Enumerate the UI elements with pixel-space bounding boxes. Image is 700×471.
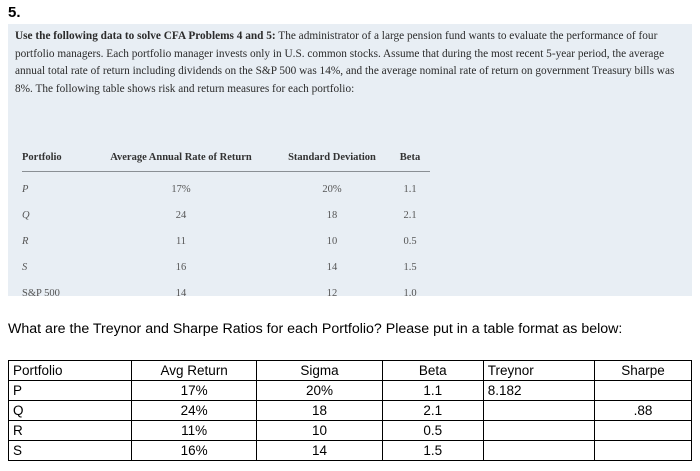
answer-header-portfolio: Portfolio — [9, 361, 132, 381]
cell-portfolio: R — [22, 235, 29, 247]
cell-std-dev: 14 — [326, 261, 338, 273]
header-beta: Beta — [390, 152, 430, 172]
header-avg-return: Average Annual Rate of Return — [88, 152, 274, 172]
answer-cell-avg-return: 24% — [131, 401, 256, 421]
answer-header-sigma: Sigma — [257, 361, 382, 381]
cell-portfolio: P — [22, 183, 29, 195]
answer-cell-beta: 0.5 — [382, 421, 483, 441]
risk-return-header-row — [22, 152, 430, 172]
answer-row — [9, 381, 692, 401]
risk-return-table — [22, 152, 430, 316]
cell-return: 11 — [175, 235, 187, 247]
table-row — [22, 228, 430, 254]
answer-cell-portfolio: P — [9, 381, 132, 401]
cell-beta: 0.5 — [403, 235, 417, 247]
cell-portfolio: S — [22, 261, 28, 273]
answer-cell-treynor[interactable]: 8.182 — [483, 381, 594, 401]
question-number: 5. — [8, 4, 21, 21]
table-row — [22, 254, 430, 280]
answer-cell-avg-return: 16% — [131, 441, 256, 461]
answer-header-avg-return: Avg Return — [131, 361, 256, 381]
answer-cell-avg-return: 11% — [131, 421, 256, 441]
cell-portfolio: S&P 500 — [22, 287, 60, 299]
cell-return: 14 — [175, 287, 187, 299]
cell-std-dev: 10 — [326, 235, 338, 247]
problem-statement — [15, 28, 685, 98]
answer-header-treynor: Treynor — [483, 361, 594, 381]
header-std-dev: Standard Deviation — [274, 152, 390, 172]
answer-cell-sigma: 20% — [257, 381, 382, 401]
answer-cell-sigma: 10 — [257, 421, 382, 441]
answer-header-beta: Beta — [382, 361, 483, 381]
answer-table — [8, 360, 692, 461]
problem-image-panel — [8, 24, 692, 299]
problem-lead: Use the following data to solve CFA Problems 4 and 5: — [15, 30, 276, 42]
answer-cell-beta: 2.1 — [382, 401, 483, 421]
answer-cell-sharpe[interactable] — [595, 441, 692, 461]
answer-cell-sharpe[interactable] — [595, 421, 692, 441]
cell-std-dev: 18 — [326, 209, 338, 221]
cell-return: 24 — [175, 209, 187, 221]
answer-header-row — [9, 361, 692, 381]
answer-row — [9, 441, 692, 461]
answer-cell-sharpe[interactable] — [595, 381, 692, 401]
table-row — [22, 280, 430, 316]
answer-cell-beta: 1.5 — [382, 441, 483, 461]
answer-cell-beta: 1.1 — [382, 381, 483, 401]
answer-cell-treynor[interactable] — [483, 421, 594, 441]
answer-cell-avg-return: 17% — [131, 381, 256, 401]
answer-cell-treynor[interactable] — [483, 441, 594, 461]
cell-beta: 1.5 — [403, 261, 417, 273]
answer-cell-sharpe[interactable]: .88 — [595, 401, 692, 421]
cell-beta: 1.0 — [403, 287, 417, 299]
cell-return: 16 — [175, 261, 187, 273]
question-text: What are the Treynor and Sharpe Ratios for each Portfolio? Please put in a table format as below: — [8, 321, 623, 337]
cell-std-dev: 12 — [326, 287, 338, 299]
cell-portfolio: Q — [22, 209, 30, 221]
answer-cell-portfolio: Q — [9, 401, 132, 421]
table-row — [22, 172, 430, 203]
cell-return: 17% — [171, 183, 191, 195]
cell-std-dev: 20% — [322, 183, 342, 195]
answer-row — [9, 401, 692, 421]
answer-cell-sigma: 18 — [257, 401, 382, 421]
answer-row — [9, 421, 692, 441]
answer-cell-treynor[interactable] — [483, 401, 594, 421]
cell-beta: 2.1 — [403, 209, 417, 221]
answer-cell-portfolio: R — [9, 421, 132, 441]
problem-body: The administrator of a large pension fund wants to evaluate the performance of four portfolio managers. Each portfolio manager invests only in U.S. common stocks. Assume that during the most recent 5-year period, the average annual total rate of return including dividends on the S&P 500 was 14%, and the average nominal rate of return on government Treasury bills was 8%. The following table shows risk and return measures for each portfolio: — [15, 30, 675, 95]
cell-beta: 1.1 — [403, 183, 417, 195]
answer-cell-sigma: 14 — [257, 441, 382, 461]
answer-header-sharpe: Sharpe — [595, 361, 692, 381]
answer-cell-portfolio: S — [9, 441, 132, 461]
table-row — [22, 202, 430, 228]
header-portfolio: Portfolio — [22, 152, 88, 172]
